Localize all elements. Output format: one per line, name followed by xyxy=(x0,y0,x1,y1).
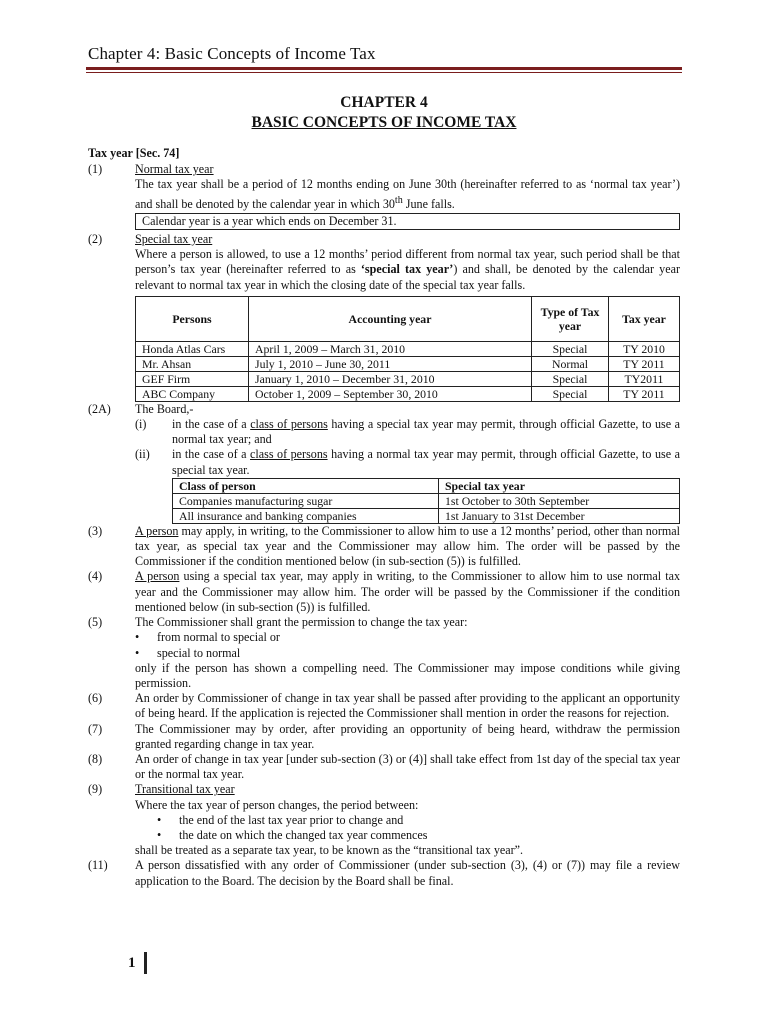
table-cell: 1st January to 31st December xyxy=(439,508,680,523)
table-cell: Special xyxy=(532,341,609,356)
clause-tail: only if the person has shown a compelling need. The Commissioner may impose conditions while giving permission. xyxy=(135,660,680,690)
bullet-item xyxy=(135,813,680,828)
column-header: Persons xyxy=(136,296,249,341)
subclause-number: (i) xyxy=(135,417,147,432)
superscript: th xyxy=(394,194,403,206)
table-cell: Mr. Ahsan xyxy=(136,356,249,371)
underlined-term: A person xyxy=(135,569,180,584)
clause-1 xyxy=(88,162,680,232)
header-rule xyxy=(86,67,682,70)
table-row xyxy=(173,508,680,523)
clause-number: (1) xyxy=(88,162,103,177)
clause-6 xyxy=(88,691,680,721)
table-cell: 1st October to 30th September xyxy=(439,493,680,508)
table-cell: July 1, 2010 – June 30, 2011 xyxy=(249,356,532,371)
page-number: 1 xyxy=(128,955,136,971)
clause-text-part: Where a person is allowed, to use a 12 months’ period different from normal tax year, such period shall be that person’s tax year (hereinafter referred to as xyxy=(135,247,680,277)
table-cell: Special xyxy=(532,386,609,401)
table-cell: Companies manufacturing sugar xyxy=(173,493,439,508)
text-part: having a special tax year may permit, through official Gazette, to use a normal tax year; and xyxy=(172,417,681,447)
clause-number: (2A) xyxy=(88,401,111,416)
clause-text: An order of change in tax year [under sub-section (3) or (4)] shall take effect from 1st day of the special tax year or the normal tax year. xyxy=(135,751,680,782)
document-body xyxy=(88,146,680,889)
page-number-divider xyxy=(144,952,147,974)
underlined-term: class of persons xyxy=(250,417,328,432)
bullet-icon: • xyxy=(135,630,140,645)
subclause-ii xyxy=(135,447,680,477)
clause-title: Transitional tax year xyxy=(135,782,235,797)
bullet-item xyxy=(135,630,680,645)
clause-tail: shall be treated as a separate tax year, to be known as the “transitional tax year”. xyxy=(135,843,524,858)
subclause-text xyxy=(172,417,680,447)
table-cell: All insurance and banking companies xyxy=(173,508,439,523)
clause-number: (11) xyxy=(88,858,108,873)
chapter-title: CHAPTER 4 xyxy=(340,94,428,111)
underlined-term: A person xyxy=(135,523,179,538)
clause-text-part: ) and shall, be denoted by the calendar year relevant to normal tax year in which the closing date of the special tax year falls. xyxy=(135,262,680,292)
bold-term: ‘special tax year’ xyxy=(360,262,454,277)
clause-5 xyxy=(88,615,680,691)
clause-lead: The Commissioner shall grant the permission to change the tax year: xyxy=(135,615,468,630)
clause-title: Normal tax year xyxy=(135,162,214,177)
subclause-text xyxy=(172,447,680,477)
clause-text-part: June falls. xyxy=(402,196,455,211)
clause-8 xyxy=(88,752,680,782)
clause-number: (5) xyxy=(88,615,103,630)
clause-lead: Where the tax year of person changes, the period between: xyxy=(135,797,419,812)
table-cell: Special xyxy=(532,371,609,386)
clause-text: An order by Commissioner of change in tax year shall be passed after providing to the applicant an opportunity of being heard. If the application is rejected the Commissioner shall mention in order the reasons for rejection. xyxy=(135,691,680,721)
clause-text xyxy=(135,524,680,570)
class-of-person-table xyxy=(172,478,680,524)
bullet-text: from normal to special or xyxy=(157,630,280,645)
clause-title: Special tax year xyxy=(135,232,213,247)
table-row xyxy=(173,493,680,508)
clause-9 xyxy=(88,782,680,858)
bullet-text: the end of the last tax year prior to change and xyxy=(179,812,404,827)
table-cell: TY 2011 xyxy=(609,356,680,371)
subclause-i xyxy=(135,417,680,447)
bullet-icon: • xyxy=(157,812,162,827)
clause-number: (2) xyxy=(88,232,103,247)
bullet-icon: • xyxy=(157,827,162,842)
clause-number: (7) xyxy=(88,721,103,736)
clause-text xyxy=(135,247,680,293)
clause-number: (8) xyxy=(88,751,103,766)
chapter-subtitle: BASIC CONCEPTS OF INCOME TAX xyxy=(251,114,517,131)
clause-number: (6) xyxy=(88,691,103,706)
text-part: in the case of a xyxy=(172,447,251,462)
text-part: having a normal tax year may permit, through official Gazette, to use a special tax year. xyxy=(172,447,680,477)
running-header: Chapter 4: Basic Concepts of Income Tax xyxy=(88,44,376,63)
section-heading: Tax year [Sec. 74] xyxy=(88,146,180,160)
table-row xyxy=(136,371,680,386)
bullet-item xyxy=(135,646,680,661)
clause-3 xyxy=(88,524,680,570)
clause-4 xyxy=(88,569,680,615)
clause-text: The Commissioner may by order, after providing an opportunity of being heard, withdraw the permission granted regarding change in tax year. xyxy=(135,721,680,751)
table-row xyxy=(136,356,680,371)
table-cell: October 1, 2009 – September 30, 2010 xyxy=(249,386,532,401)
tax-year-table xyxy=(135,296,680,402)
column-header: Tax year xyxy=(609,296,680,341)
text-part: in the case of a xyxy=(172,417,251,432)
column-header: Accounting year xyxy=(249,296,532,341)
column-header: Class of person xyxy=(173,478,439,493)
bullet-text: special to normal xyxy=(157,645,241,660)
clause-text xyxy=(135,569,680,615)
table-row xyxy=(136,386,680,401)
table-cell: Normal xyxy=(532,356,609,371)
clause-text: A person dissatisfied with any order of Commissioner (under sub-section (3), (4) or (7)) may file a review application to the Board. The decision by the Board shall be final. xyxy=(135,858,680,888)
table-cell: TY 2010 xyxy=(609,341,680,356)
clause-number: (9) xyxy=(88,782,103,797)
column-header: Special tax year xyxy=(439,478,680,493)
subclause-number: (ii) xyxy=(135,447,150,462)
clause-text xyxy=(135,177,680,211)
clause-11 xyxy=(88,858,680,888)
table-cell: ABC Company xyxy=(136,386,249,401)
bullet-icon: • xyxy=(135,645,140,660)
table-cell: April 1, 2009 – March 31, 2010 xyxy=(249,341,532,356)
table-cell: TY 2011 xyxy=(609,386,680,401)
clause-text-part: The tax year shall be a period of 12 months ending on June 30th (hereinafter referred to as ‘normal tax year’) and shall be denoted by the calendar year in which 30 xyxy=(135,177,680,211)
definition-box: Calendar year is a year which ends on December 31. xyxy=(135,213,680,230)
clause-2 xyxy=(88,232,680,402)
clause-lead: The Board,- xyxy=(135,401,194,416)
clause-7 xyxy=(88,722,680,752)
table-cell: GEF Firm xyxy=(136,371,249,386)
bullet-item xyxy=(135,828,680,843)
table-cell: TY2011 xyxy=(609,371,680,386)
underlined-term: class of persons xyxy=(250,447,328,462)
clause-number: (3) xyxy=(88,523,103,538)
table-header-row xyxy=(136,296,680,341)
clause-number: (4) xyxy=(88,569,103,584)
bullet-text: the date on which the changed tax year commences xyxy=(179,827,428,842)
text-part: may apply, in writing, to the Commissioner to allow him to use a 12 months’ period, other than normal tax year, as special tax year and the Commissioner may allow him. The order will be passed by the Commissioner if the condition mentioned below (in sub-section (5)) is fulfilled. xyxy=(135,523,680,569)
table-header-row xyxy=(173,478,680,493)
table-cell: January 1, 2010 – December 31, 2010 xyxy=(249,371,532,386)
column-header: Type of Tax year xyxy=(532,296,609,341)
clause-2a xyxy=(88,402,680,524)
table-cell: Honda Atlas Cars xyxy=(136,341,249,356)
table-row xyxy=(136,341,680,356)
header-rule-thin xyxy=(86,72,682,73)
text-part: using a special tax year, may apply in writing, to the Commissioner to allow him to use normal tax year and the Commissioner may allow him. The order will be passed by the Commissioner if the condition mentioned below (in sub-section (5)) is fulfilled. xyxy=(135,569,681,614)
